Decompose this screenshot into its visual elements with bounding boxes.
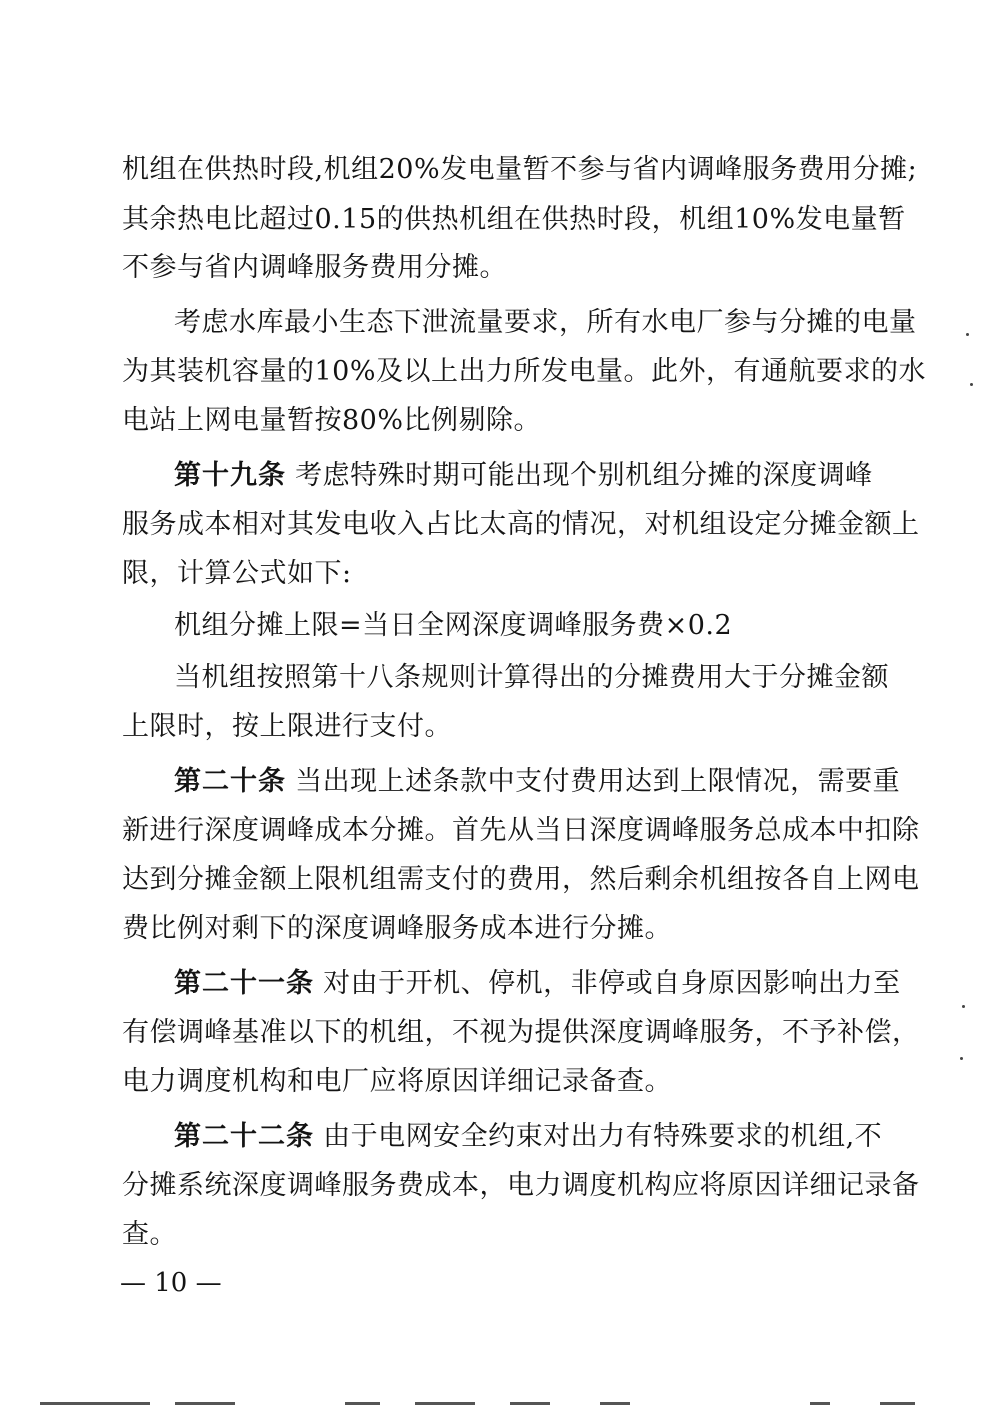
body-line: 不参与省内调峰服务费用分摊。 <box>122 252 507 283</box>
body-line: 限，计算公式如下: <box>122 558 352 589</box>
article-22-text: 由于电网安全约束对出力有特殊要求的机组,不 <box>323 1121 883 1152</box>
scan-mark <box>510 1402 550 1405</box>
scan-speck <box>970 383 973 386</box>
body-line: 上限时，按上限进行支付。 <box>122 711 452 742</box>
article-19-line <box>174 456 872 496</box>
body-line: 电力调度机构和电厂应将原因详细记录备查。 <box>122 1066 672 1097</box>
scan-mark <box>880 1402 915 1405</box>
article-21-line <box>174 964 901 1004</box>
scan-mark <box>345 1402 380 1405</box>
scan-mark <box>415 1402 475 1405</box>
formula-line: 机组分摊上限=当日全网深度调峰服务费×0.2 <box>174 610 733 641</box>
article-19-text: 考虑特殊时期可能出现个别机组分摊的深度调峰 <box>295 460 873 491</box>
article-21-heading: 第二十一条 <box>174 968 314 999</box>
body-line: 考虑水库最小生态下泄流量要求，所有水电厂参与分摊的电量 <box>174 307 917 338</box>
scan-mark <box>40 1402 150 1405</box>
article-19-heading: 第十九条 <box>174 460 286 491</box>
article-21-text: 对由于开机、停机，非停或自身原因影响出力至 <box>323 968 901 999</box>
scan-mark <box>600 1402 630 1405</box>
article-20-line <box>174 762 901 802</box>
body-line: 机组在供热时段,机组20%发电量暂不参与省内调峰服务费用分摊; <box>122 154 918 185</box>
scan-mark <box>810 1402 830 1405</box>
body-line: 其余热电比超过0.15的供热机组在供热时段，机组10%发电量暂 <box>122 204 906 235</box>
scan-speck <box>966 333 969 336</box>
scan-speck <box>962 1005 965 1008</box>
scan-edge-artifacts <box>0 1395 1000 1413</box>
body-line: 电站上网电量暂按80%比例剔除。 <box>122 405 542 436</box>
body-line: 分摊系统深度调峰服务费成本，电力调度机构应将原因详细记录备 <box>122 1170 920 1201</box>
article-20-heading: 第二十条 <box>174 766 286 797</box>
body-line: 当机组按照第十八条规则计算得出的分摊费用大于分摊金额 <box>174 662 889 693</box>
body-line: 费比例对剩下的深度调峰服务成本进行分摊。 <box>122 913 672 944</box>
article-22-heading: 第二十二条 <box>174 1121 314 1152</box>
body-line: 新进行深度调峰成本分摊。首先从当日深度调峰服务总成本中扣除 <box>122 815 920 846</box>
article-22-line <box>174 1117 883 1157</box>
body-line: 服务成本相对其发电收入占比太高的情况，对机组设定分摊金额上 <box>122 509 920 540</box>
scan-mark <box>175 1402 235 1405</box>
body-line: 查。 <box>122 1219 177 1250</box>
scan-speck <box>960 1057 963 1060</box>
page-number: — 10 — <box>120 1268 222 1298</box>
article-20-text: 当出现上述条款中支付费用达到上限情况，需要重 <box>295 766 901 797</box>
body-line: 达到分摊金额上限机组需支付的费用，然后剩余机组按各自上网电 <box>122 864 920 895</box>
body-line: 有偿调峰基准以下的机组，不视为提供深度调峰服务，不予补偿， <box>122 1017 920 1048</box>
body-line: 为其装机容量的10%及以上出力所发电量。此外，有通航要求的水 <box>122 356 927 387</box>
